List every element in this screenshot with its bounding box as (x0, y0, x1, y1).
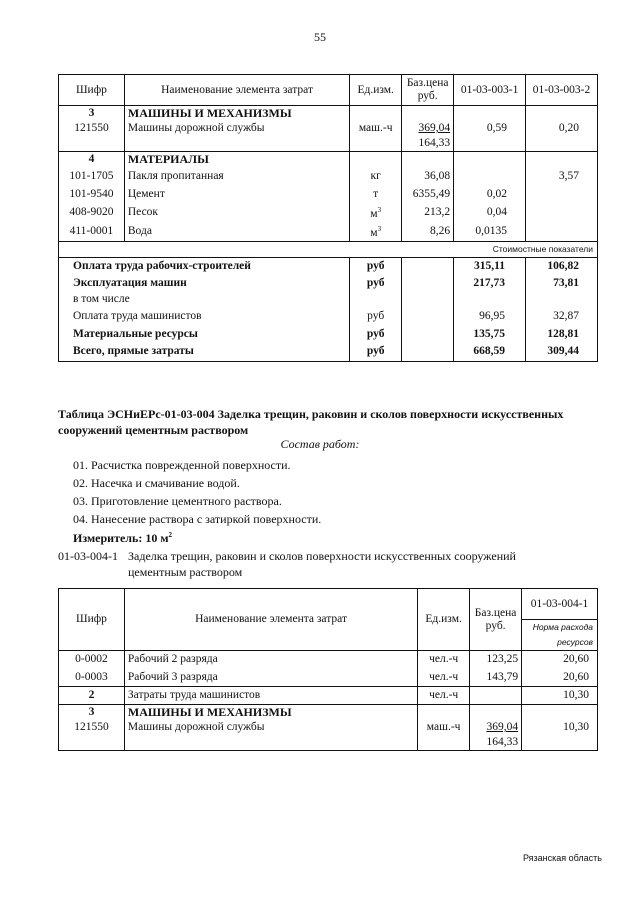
header-price: Баз.цена руб. (402, 75, 454, 106)
table-row-code: 3 (59, 705, 125, 721)
table-row-unit: $м^3$ (350, 222, 402, 241)
table-row-v2: 3,57 (526, 167, 598, 185)
summary-name: Оплата труда рабочих-строителей (59, 257, 350, 275)
table-row-code: 0-0003 (59, 669, 125, 687)
meter-label: Измеритель: 10 $м^2$ (73, 531, 173, 545)
summary-name: в том числе (59, 291, 350, 307)
table-row-v1: 0,0135 (454, 222, 526, 241)
table-row-unit: кг (350, 167, 402, 185)
table-row-unit: чел.-ч (418, 669, 470, 687)
table-row-code: 121550 (59, 720, 125, 751)
table-row-unit: $м^3$ (350, 203, 402, 222)
table-row-v1: 0,02 (454, 185, 526, 203)
header-col1: 01-03-003-1 (454, 75, 526, 106)
summary-unit: руб (350, 257, 402, 275)
code-line (58, 548, 528, 580)
summary-v1: 217,73 (454, 275, 526, 291)
table-row-v1: 20,60 (522, 669, 598, 687)
table-row-v2 (526, 185, 598, 203)
table-row-price: 143,79 (470, 669, 522, 687)
header-code: Шифр (59, 589, 125, 651)
summary-name: Оплата труда машинистов (59, 307, 350, 325)
header-col2: 01-03-003-2 (526, 75, 598, 106)
table-row-v1: 0,59 (454, 121, 526, 152)
price-value: 369,04 (486, 721, 519, 733)
work-item: 02. Насечка и смачивание водой. (73, 476, 240, 490)
price-value-2: 164,33 (486, 736, 519, 748)
price-value-2: 164,33 (418, 137, 451, 149)
price-value: 369,04 (418, 122, 451, 134)
table-row-name: Рабочий 3 разряда (124, 669, 417, 687)
table-row-price (402, 121, 454, 152)
summary-v2: 106,82 (526, 257, 598, 275)
works-title: Состав работ: (280, 437, 360, 451)
table-row-price (470, 687, 522, 705)
header-name: Наименование элемента затрат (124, 75, 349, 106)
section-title: МАТЕРИАЛЫ (124, 152, 349, 168)
summary-v1: 668,59 (454, 343, 526, 361)
table-row-name: Цемент (124, 185, 349, 203)
table-row-price: 123,25 (470, 651, 522, 669)
table-row-name: Песок (124, 203, 349, 222)
table-row-name: Пакля пропитанная (124, 167, 349, 185)
header-unit: Ед.изм. (418, 589, 470, 651)
header-name: Наименование элемента затрат (124, 589, 417, 651)
table-row-v2 (526, 203, 598, 222)
summary-v1: 96,95 (454, 307, 526, 325)
table-row-code: 101-1705 (59, 167, 125, 185)
summary-v2: 128,81 (526, 325, 598, 343)
table-title: Таблица ЭСНиЕРс-01-03-004 Заделка трещин, раковин и сколов поверхности искусственных сооружений цементным раствором (58, 407, 564, 437)
table-row-code: 4 (59, 152, 125, 168)
table-row-code: 101-9540 (59, 185, 125, 203)
code-line-desc: Заделка трещин, раковин и сколов поверхности искусственных сооружений цементным раствором (128, 549, 516, 579)
header-unit: Ед.изм. (350, 75, 402, 106)
footer-region: Рязанская область (522, 853, 602, 863)
table-row-unit: маш.-ч (350, 121, 402, 152)
table-row-price: 36,08 (402, 167, 454, 185)
table-row-price (470, 720, 522, 751)
table-row-price: 213,2 (402, 203, 454, 222)
header-price: Баз.цена руб. (470, 589, 522, 651)
cost-indicators-label: Стоимостные показатели (59, 241, 598, 257)
table-row-name: Вода (124, 222, 349, 241)
table-row-v1 (454, 167, 526, 185)
resource-table-2 (58, 588, 598, 751)
summary-unit: руб (350, 325, 402, 343)
table-row-v2 (526, 222, 598, 241)
table-row-name: Затраты труда машинистов (124, 687, 417, 705)
table-row-price: 6355,49 (402, 185, 454, 203)
summary-unit: руб (350, 307, 402, 325)
table-row-v1: 0,04 (454, 203, 526, 222)
table-row-v1: 20,60 (522, 651, 598, 669)
table-row-code: 408-9020 (59, 203, 125, 222)
table-row-code: 0-0002 (59, 651, 125, 669)
header-col1: 01-03-004-1 (522, 589, 598, 620)
section-title: МАШИНЫ И МЕХАНИЗМЫ (124, 705, 417, 721)
summary-unit: руб (350, 343, 402, 361)
table-row-code: 411-0001 (59, 222, 125, 241)
table-row-name: Рабочий 2 разряда (124, 651, 417, 669)
work-item: 03. Приготовление цементного раствора. (73, 494, 282, 508)
work-item: 04. Нанесение раствора с затиркой поверхности. (73, 512, 322, 526)
resource-table-1 (58, 74, 598, 362)
table-row-v1: 10,30 (522, 720, 598, 751)
summary-v2: 32,87 (526, 307, 598, 325)
table-row-unit: чел.-ч (418, 687, 470, 705)
table-row-price: 8,26 (402, 222, 454, 241)
summary-v2: 309,44 (526, 343, 598, 361)
table-row-code: 2 (59, 687, 125, 705)
table-row-name: Машины дорожной службы (124, 121, 349, 152)
summary-v1: 315,11 (454, 257, 526, 275)
section-title: МАШИНЫ И МЕХАНИЗМЫ (124, 106, 349, 122)
summary-v2: 73,81 (526, 275, 598, 291)
table-row-code: 121550 (59, 121, 125, 152)
table-row-unit: маш.-ч (418, 720, 470, 751)
table-row-v1: 10,30 (522, 687, 598, 705)
table-row-unit: чел.-ч (418, 651, 470, 669)
table-row-unit: т (350, 185, 402, 203)
header-code: Шифр (59, 75, 125, 106)
table-row-code: 3 (59, 106, 125, 122)
summary-name: Материальные ресурсы (59, 325, 350, 343)
work-item: 01. Расчистка поврежденной поверхности. (73, 458, 291, 472)
summary-unit: руб (350, 275, 402, 291)
summary-v1: 135,75 (454, 325, 526, 343)
code-line-code: 01-03-004-1 (58, 549, 118, 563)
page-number: 55 (314, 30, 326, 44)
table-row-v2: 0,20 (526, 121, 598, 152)
norm-label: Норма расхода ресурсов (522, 620, 598, 651)
summary-name: Эксплуатация машин (59, 275, 350, 291)
table-row-name: Машины дорожной службы (124, 720, 417, 751)
summary-name: Всего, прямые затраты (59, 343, 350, 361)
